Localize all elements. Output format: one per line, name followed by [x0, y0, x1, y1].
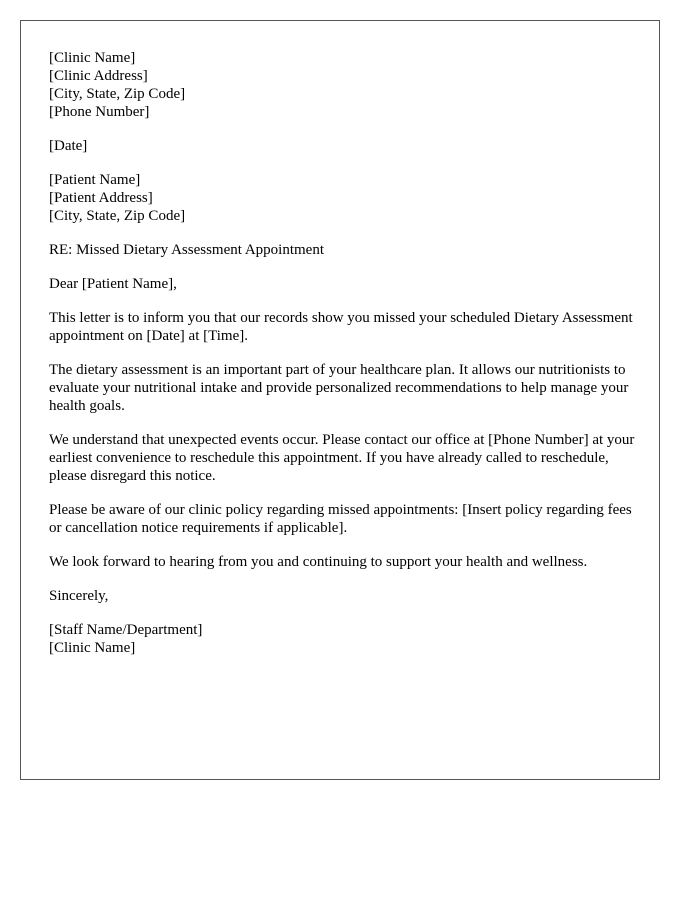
- salutation: Dear [Patient Name],: [49, 276, 177, 292]
- paragraph-2: The dietary assessment is an important part of your healthcare plan. It allows our nutritionists to evaluate your nutritional intake and provide personalized recommendations to help manage your health goals.: [49, 362, 629, 414]
- sender-city-state-zip: [City, State, Zip Code]: [49, 86, 186, 102]
- subject-line: RE: Missed Dietary Assessment Appointment: [49, 242, 324, 258]
- letter-body: [49, 49, 639, 673]
- paragraph-3: We understand that unexpected events occur. Please contact our office at [Phone Number] at your earliest convenience to reschedule this appointment. If you have already called to reschedule, please disregard this notice.: [49, 432, 635, 484]
- sender-clinic-address: [Clinic Address]: [49, 68, 148, 84]
- recipient-city-state-zip: [City, State, Zip Code]: [49, 208, 186, 224]
- recipient-block: [49, 171, 639, 225]
- closing: Sincerely,: [49, 588, 109, 604]
- paragraph-5: We look forward to hearing from you and continuing to support your health and wellness.: [49, 554, 588, 570]
- signature-block: [49, 621, 639, 657]
- sender-clinic-name: [Clinic Name]: [49, 50, 136, 66]
- signature-staff: [Staff Name/Department]: [49, 622, 203, 638]
- date-block: [49, 137, 639, 155]
- letter-frame: [20, 20, 660, 780]
- letter-date: [Date]: [49, 138, 88, 154]
- signature-clinic: [Clinic Name]: [49, 640, 136, 656]
- sender-phone: [Phone Number]: [49, 104, 150, 120]
- recipient-name: [Patient Name]: [49, 172, 141, 188]
- paragraph-1: This letter is to inform you that our records show you missed your scheduled Dietary Assessment appointment on [Date] at [Time].: [49, 310, 633, 344]
- sender-block: [49, 49, 639, 121]
- recipient-address: [Patient Address]: [49, 190, 153, 206]
- paragraph-4: Please be aware of our clinic policy regarding missed appointments: [Insert policy regarding fees or cancellation notice requirements if applicable].: [49, 502, 632, 536]
